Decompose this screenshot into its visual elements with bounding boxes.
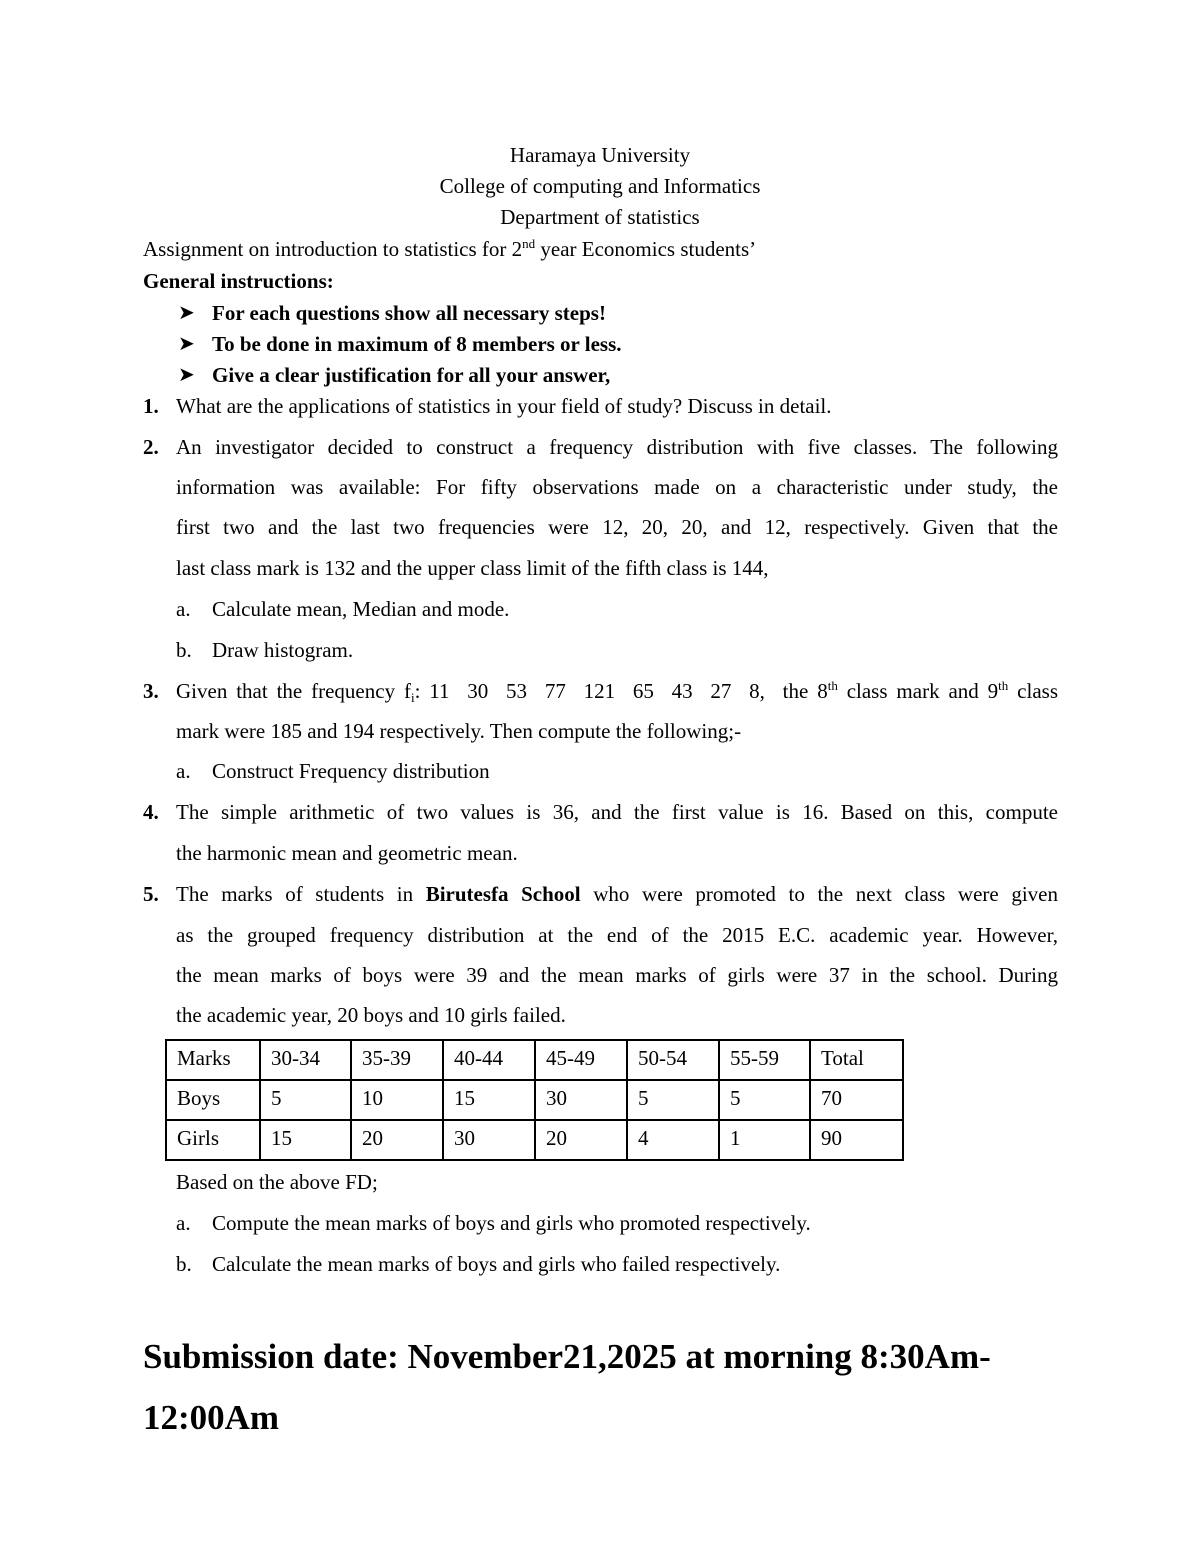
table-cell: Marks [166, 1040, 260, 1080]
question-1-text: What are the applications of statistics in your field of study? Discuss in detail. [176, 394, 832, 418]
table-cell: 5 [719, 1080, 810, 1120]
table-cell: 30 [443, 1120, 535, 1160]
question-3-line: mark were 185 and 194 respectively. Then compute the following;- [176, 719, 742, 743]
assignment-title [143, 236, 756, 262]
table-row [166, 1040, 903, 1080]
assignment-title-suffix: year Economics students’ [535, 237, 757, 261]
question-2-line: first two and the last two frequencies were 12, 20, 20, and 12, respectively. Given that the [176, 515, 1058, 539]
table-cell: 70 [810, 1080, 903, 1120]
assignment-title-sup: nd [522, 236, 536, 251]
question-2b-text: Draw histogram. [212, 638, 354, 662]
instruction-item: For each questions show all necessary steps! [212, 301, 606, 325]
question-2a-letter: a. [176, 597, 191, 621]
table-row [166, 1080, 903, 1120]
table-row [166, 1120, 903, 1160]
question-5-line: the academic year, 20 boys and 10 girls failed. [176, 1003, 566, 1027]
college-name: College of computing and Informatics [439, 174, 761, 198]
question-5-number: 5. [143, 882, 159, 906]
table-cell: 20 [535, 1120, 627, 1160]
question-5b-letter: b. [176, 1252, 192, 1276]
question-3a-letter: a. [176, 759, 191, 783]
question-2-line: information was available: For fifty observations made on a characteristic under study, the [176, 475, 1058, 499]
table-cell: 20 [351, 1120, 443, 1160]
table-cell: 5 [627, 1080, 719, 1120]
instruction-item: Give a clear justification for all your answer, [212, 363, 611, 387]
question-2b-letter: b. [176, 638, 192, 662]
submission-date-line: Submission date: November21,2025 at morning 8:30Am- [143, 1337, 991, 1376]
table-cell: 30 [535, 1080, 627, 1120]
university-name: Haramaya University [509, 143, 691, 167]
after-table-text: Based on the above FD; [176, 1170, 378, 1194]
table-cell: 40-44 [443, 1040, 535, 1080]
question-4-line: the harmonic mean and geometric mean. [176, 841, 518, 865]
arrow-bullet-icon: ➤ [178, 333, 195, 355]
arrow-bullet-icon: ➤ [178, 364, 195, 386]
submission-date-line: 12:00Am [143, 1398, 280, 1437]
question-5-line: The marks of students in Birutesfa School who were promoted to the next class were given [176, 882, 1058, 906]
question-4-number: 4. [143, 800, 159, 824]
table-cell: 45-49 [535, 1040, 627, 1080]
question-5-line: the mean marks of boys were 39 and the mean marks of girls were 37 in the school. During [176, 963, 1058, 987]
table-cell: 15 [260, 1120, 351, 1160]
question-5b-text: Calculate the mean marks of boys and girls who failed respectively. [212, 1252, 781, 1276]
question-3a-text: Construct Frequency distribution [212, 759, 490, 783]
table-cell: 55-59 [719, 1040, 810, 1080]
question-4-line: The simple arithmetic of two values is 36, and the first value is 16. Based on this, compute [176, 800, 1058, 824]
table-cell: Total [810, 1040, 903, 1080]
question-5a-text: Compute the mean marks of boys and girls who promoted respectively. [212, 1211, 811, 1235]
table-cell: 90 [810, 1120, 903, 1160]
table-cell: 15 [443, 1080, 535, 1120]
instructions-title: General instructions: [143, 269, 334, 293]
question-5a-letter: a. [176, 1211, 191, 1235]
question-5-line: as the grouped frequency distribution at the end of the 2015 E.C. academic year. However, [176, 923, 1058, 947]
question-2-line: last class mark is 132 and the upper class limit of the fifth class is 144, [176, 556, 769, 580]
question-2-number: 2. [143, 435, 159, 459]
assignment-title-prefix: Assignment on introduction to statistics for 2 [143, 237, 523, 261]
table-cell: Boys [166, 1080, 260, 1120]
frequency-distribution-table [165, 1039, 904, 1161]
question-2-line: An investigator decided to construct a frequency distribution with five classes. The following [176, 435, 1058, 459]
table-cell: 30-34 [260, 1040, 351, 1080]
question-3-number: 3. [143, 679, 159, 703]
table-cell: 4 [627, 1120, 719, 1160]
table-cell: Girls [166, 1120, 260, 1160]
arrow-bullet-icon: ➤ [178, 302, 195, 324]
question-3-line: Given that the frequency $f_i$: 11 30 53 77 121 65 43 27 8, the 8th class mark and 9th class [176, 678, 1058, 705]
school-name: Birutesfa School [425, 882, 581, 906]
table-cell: 50-54 [627, 1040, 719, 1080]
table-cell: 5 [260, 1080, 351, 1120]
table-cell: 1 [719, 1120, 810, 1160]
table-cell: 10 [351, 1080, 443, 1120]
department-name: Department of statistics [500, 205, 700, 229]
table-cell: 35-39 [351, 1040, 443, 1080]
question-2a-text: Calculate mean, Median and mode. [212, 597, 510, 621]
instruction-item: To be done in maximum of 8 members or less. [212, 332, 622, 356]
question-1-number: 1. [143, 394, 159, 418]
